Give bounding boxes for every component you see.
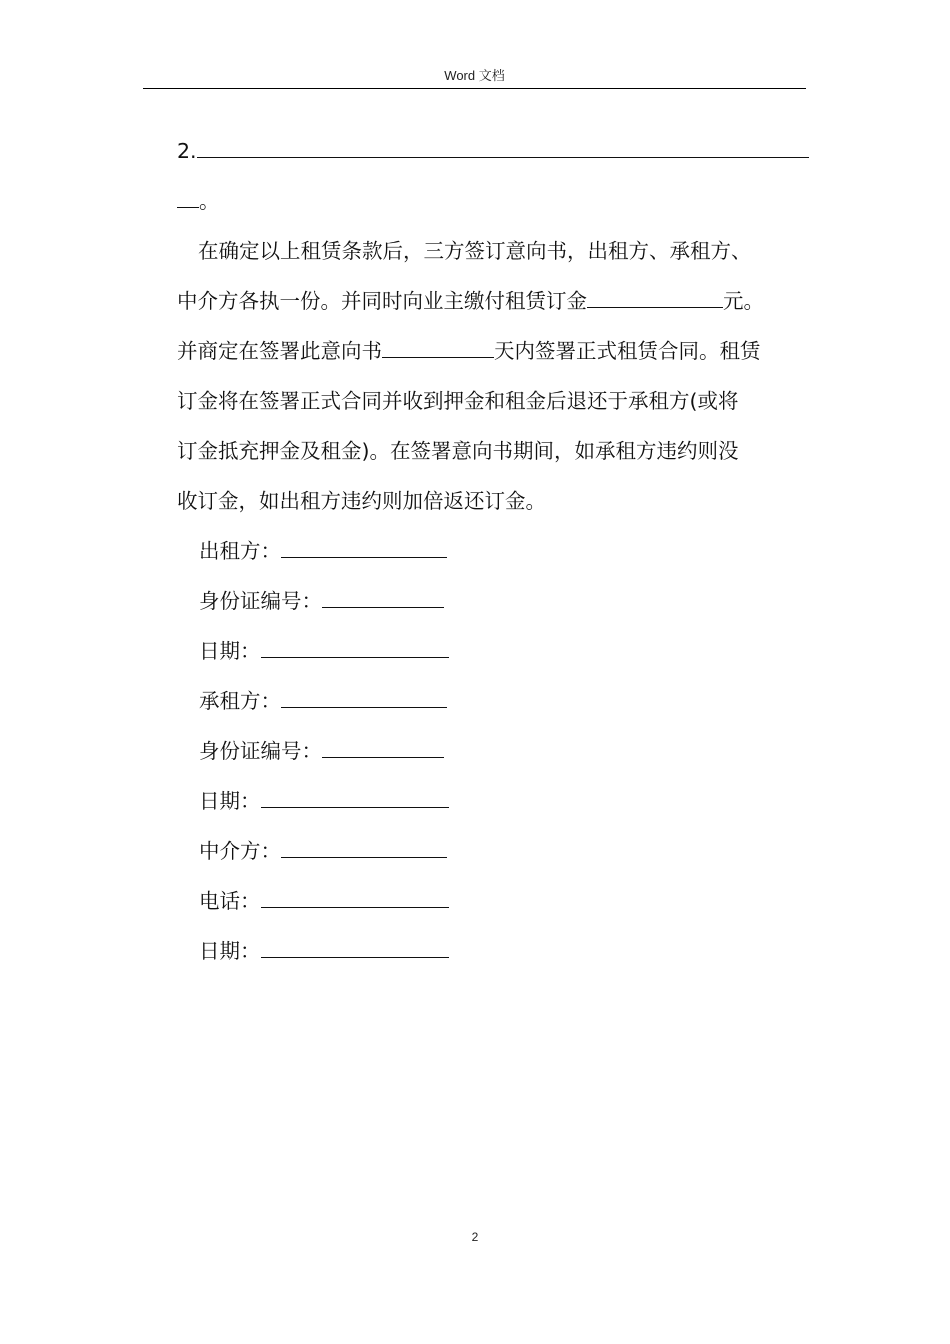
lessee-date-blank[interactable] xyxy=(261,779,449,808)
paragraph-line-6 xyxy=(177,476,807,526)
lessor-blank[interactable] xyxy=(281,529,447,558)
clause-2-line xyxy=(177,126,807,176)
agent-blank[interactable] xyxy=(281,829,447,858)
lessee-id-line xyxy=(177,726,807,776)
lessor-id-line xyxy=(177,576,807,626)
paragraph-text: 收订金，如出租方违约则加倍返还订金。 xyxy=(177,489,546,513)
document-body xyxy=(177,126,807,976)
lessor-signature-line xyxy=(177,526,807,576)
lessor-id-blank[interactable] xyxy=(322,579,444,608)
lessor-date-blank[interactable] xyxy=(261,629,449,658)
page-header xyxy=(143,66,806,89)
page-footer xyxy=(0,1230,950,1244)
lessee-label: 承租方： xyxy=(199,689,281,713)
clause-2-number: 2. xyxy=(177,139,197,163)
deposit-amount-blank[interactable] xyxy=(587,279,723,308)
paragraph-text: 元。 xyxy=(723,289,764,313)
lessee-id-blank[interactable] xyxy=(322,729,444,758)
lessor-date-label: 日期： xyxy=(199,639,261,663)
agent-date-line xyxy=(177,926,807,976)
paragraph-text: 并商定在签署此意向书 xyxy=(177,339,382,363)
lessor-label: 出租方： xyxy=(199,539,281,563)
paragraph-line-4 xyxy=(177,376,807,426)
paragraph-text: 在确定以上租赁条款后，三方签订意向书，出租方、承租方、 xyxy=(198,239,752,263)
agent-phone-line xyxy=(177,876,807,926)
paragraph-text: 订金将在签署正式合同并收到押金和租金后退还于承租方(或将 xyxy=(177,389,739,413)
clause-2-blank[interactable] xyxy=(197,129,809,158)
clause-2-blank-end[interactable] xyxy=(177,179,199,208)
agent-phone-label: 电话： xyxy=(199,889,261,913)
lessee-date-label: 日期： xyxy=(199,789,261,813)
lessor-date-line xyxy=(177,626,807,676)
lessee-date-line xyxy=(177,776,807,826)
lessor-id-label: 身份证编号： xyxy=(199,589,322,613)
lessee-signature-line xyxy=(177,676,807,726)
page-number: 2 xyxy=(471,1230,479,1244)
paragraph-text: 天内签署正式租赁合同。租赁 xyxy=(494,339,761,363)
days-blank[interactable] xyxy=(382,329,494,358)
agent-label: 中介方： xyxy=(199,839,281,863)
clause-2-tail: 。 xyxy=(199,189,220,213)
agent-signature-line xyxy=(177,826,807,876)
agent-date-blank[interactable] xyxy=(261,929,449,958)
paragraph-text: 订金抵充押金及租金)。在签署意向书期间，如承租方违约则没 xyxy=(177,439,739,463)
lessee-id-label: 身份证编号： xyxy=(199,739,322,763)
header-title: Word 文档 xyxy=(444,68,505,83)
agent-phone-blank[interactable] xyxy=(261,879,449,908)
paragraph-line-5 xyxy=(177,426,807,476)
paragraph-line-3 xyxy=(177,326,807,376)
paragraph-line-1 xyxy=(177,226,807,276)
agent-date-label: 日期： xyxy=(199,939,261,963)
clause-2-continuation xyxy=(177,176,807,226)
lessee-blank[interactable] xyxy=(281,679,447,708)
paragraph-text: 中介方各执一份。并同时向业主缴付租赁订金 xyxy=(177,289,587,313)
paragraph-line-2 xyxy=(177,276,807,326)
